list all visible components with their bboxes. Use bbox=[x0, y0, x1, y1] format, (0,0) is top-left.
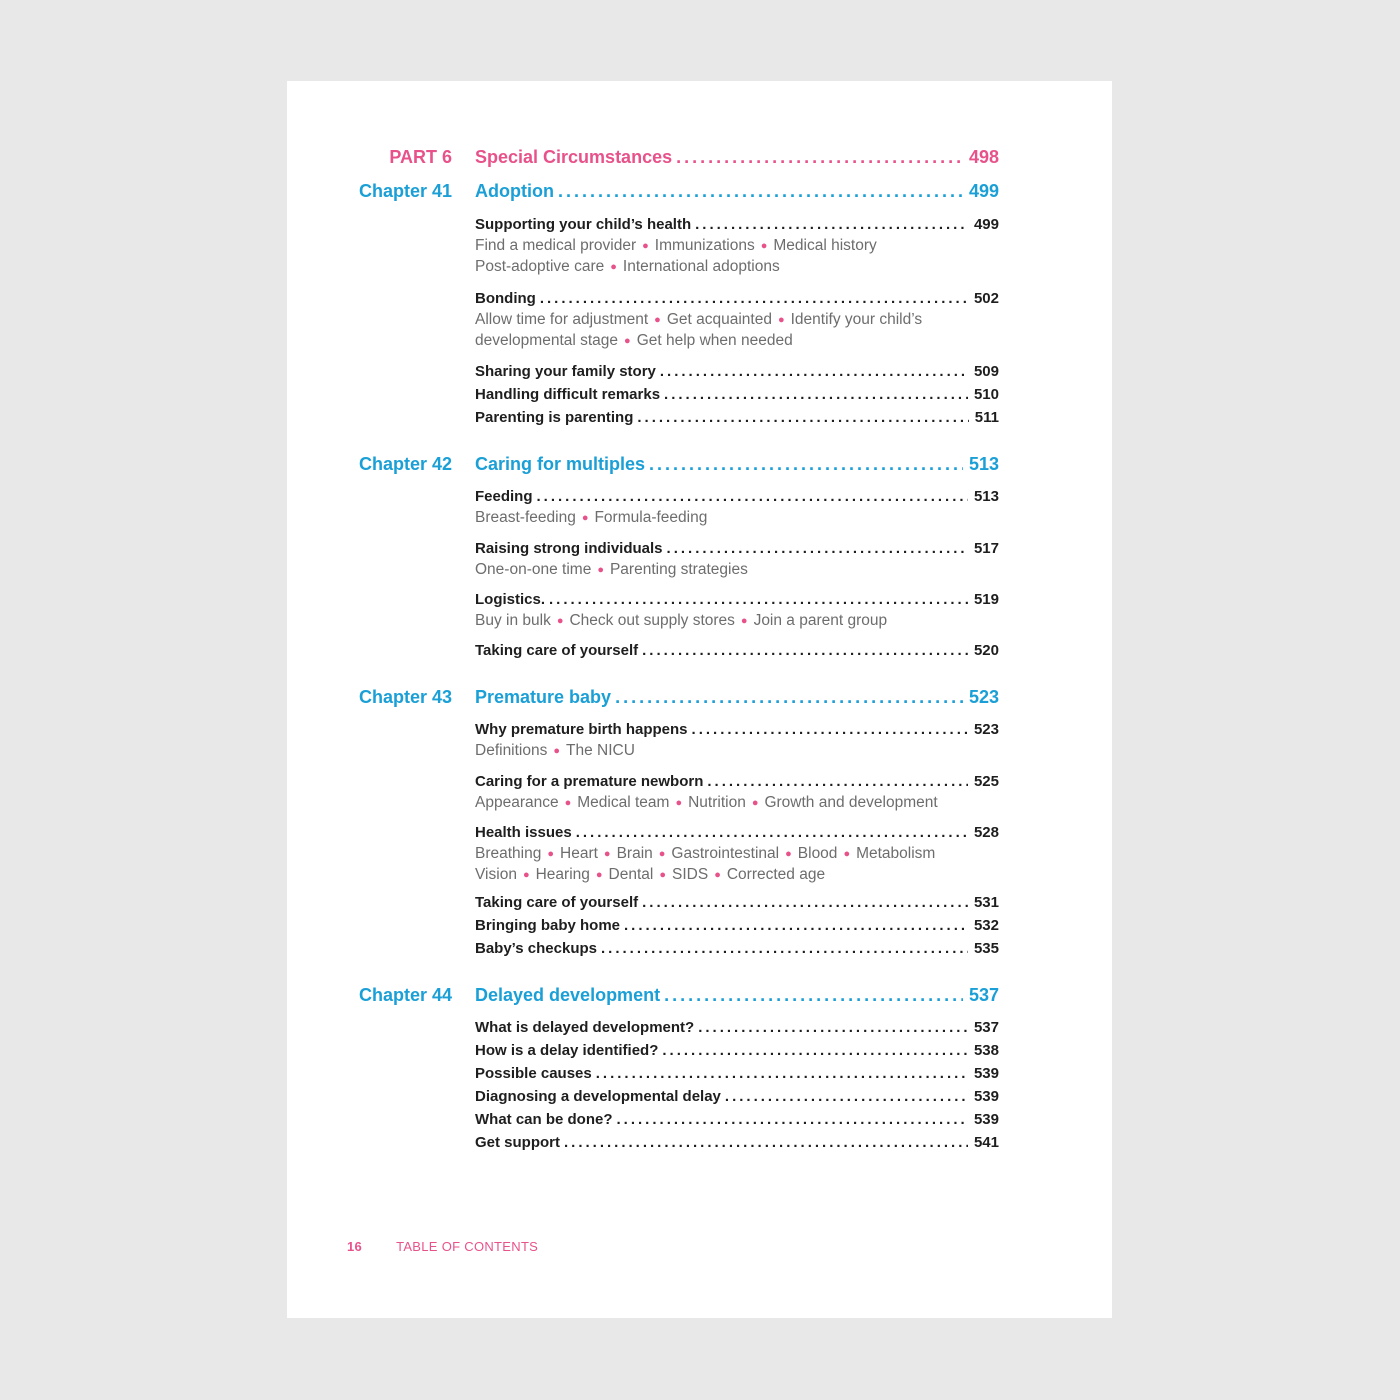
dot-leader bbox=[596, 1065, 968, 1083]
section-entry-leader bbox=[475, 642, 999, 660]
topic-item: Appearance bbox=[475, 794, 559, 811]
dot-leader bbox=[624, 917, 968, 935]
entry-title: Why premature birth happens bbox=[475, 721, 688, 738]
chapter-label: Chapter 42 bbox=[358, 454, 452, 474]
topic-item: Join a parent group bbox=[753, 612, 888, 629]
page-ref: 499 bbox=[973, 216, 999, 233]
topics-line bbox=[475, 257, 1015, 278]
section-entry-leader bbox=[475, 488, 999, 506]
section-entry-leader bbox=[475, 386, 999, 404]
section-topics bbox=[475, 508, 1015, 529]
bullet-separator-icon: ● bbox=[597, 564, 604, 576]
bullet-separator-icon: ● bbox=[751, 797, 759, 809]
chapter-heading-leader bbox=[475, 985, 999, 1005]
topics-line bbox=[475, 865, 1015, 886]
bullet-separator-icon: ● bbox=[581, 512, 589, 524]
topic-item: Metabolism bbox=[856, 845, 936, 862]
topic-item: Check out supply stores bbox=[569, 612, 735, 629]
topics-line bbox=[475, 310, 1015, 331]
topic-item: Definitions bbox=[475, 742, 548, 759]
bullet-separator-icon: ● bbox=[547, 848, 555, 860]
dot-leader bbox=[695, 216, 968, 234]
section-entry-leader bbox=[475, 216, 999, 234]
topic-item: Formula-feeding bbox=[594, 509, 708, 526]
section-entry-leader bbox=[475, 940, 999, 958]
topics-line bbox=[475, 793, 1015, 814]
chapter-label: Chapter 41 bbox=[358, 181, 452, 201]
dot-leader bbox=[642, 642, 968, 660]
topic-item: Find a medical provider bbox=[475, 237, 637, 254]
entry-title: Supporting your child’s health bbox=[475, 216, 692, 233]
section-entry-leader bbox=[475, 1088, 999, 1106]
topic-item: Hearing bbox=[535, 866, 590, 883]
page-ref: 539 bbox=[973, 1065, 999, 1082]
chapter-label: Chapter 44 bbox=[358, 985, 452, 1005]
topics-line bbox=[475, 508, 1015, 529]
page-ref: 541 bbox=[973, 1134, 999, 1151]
page-ref: 531 bbox=[973, 894, 999, 911]
page-ref: 532 bbox=[973, 917, 999, 934]
page-ref: 513 bbox=[968, 454, 999, 474]
section-entry-leader bbox=[475, 1134, 999, 1152]
bullet-separator-icon: ● bbox=[714, 869, 721, 881]
bullet-separator-icon: ● bbox=[556, 615, 564, 627]
bullet-separator-icon: ● bbox=[553, 745, 561, 757]
topic-item: Brain bbox=[616, 845, 653, 862]
dot-leader bbox=[617, 1111, 968, 1129]
topic-item: Medical team bbox=[577, 794, 670, 811]
page-ref: 528 bbox=[973, 824, 999, 841]
section-entry-leader bbox=[475, 591, 999, 609]
bullet-separator-icon: ● bbox=[522, 869, 530, 881]
bullet-separator-icon: ● bbox=[843, 848, 851, 860]
entry-title: Parenting is parenting bbox=[475, 409, 634, 426]
entry-title: What can be done? bbox=[475, 1111, 613, 1128]
entry-title: Logistics. bbox=[475, 591, 546, 608]
page-ref: 510 bbox=[973, 386, 999, 403]
dot-leader bbox=[601, 940, 968, 958]
topics-line bbox=[475, 611, 1015, 632]
bullet-separator-icon: ● bbox=[564, 797, 572, 809]
chapter-heading-leader bbox=[475, 181, 999, 201]
bullet-separator-icon: ● bbox=[624, 335, 631, 347]
section-topics bbox=[475, 793, 1015, 814]
page-ref: 539 bbox=[973, 1111, 999, 1128]
page-ref: 498 bbox=[968, 147, 999, 167]
section-entry-leader bbox=[475, 540, 999, 558]
dot-leader bbox=[698, 1019, 968, 1037]
topic-item: Breast-feeding bbox=[475, 509, 576, 526]
page-footer bbox=[347, 1239, 538, 1254]
entry-title: What is delayed development? bbox=[475, 1019, 695, 1036]
entry-title: Feeding bbox=[475, 488, 533, 505]
section-topics bbox=[475, 844, 1015, 886]
entry-title: Delayed development bbox=[475, 985, 661, 1005]
section-entry-leader bbox=[475, 917, 999, 935]
section-entry-leader bbox=[475, 1019, 999, 1037]
dot-leader bbox=[642, 894, 968, 912]
page-ref: 513 bbox=[973, 488, 999, 505]
dot-leader bbox=[637, 409, 968, 427]
bullet-separator-icon: ● bbox=[603, 848, 611, 860]
page-ref: 523 bbox=[973, 721, 999, 738]
section-topics bbox=[475, 236, 1015, 278]
dot-leader bbox=[664, 386, 968, 404]
dot-leader bbox=[707, 773, 968, 791]
bullet-separator-icon: ● bbox=[654, 314, 661, 326]
topics-line bbox=[475, 236, 1015, 257]
entry-title: Sharing your family story bbox=[475, 363, 656, 380]
dot-leader bbox=[662, 1042, 968, 1060]
topic-item: Breathing bbox=[475, 845, 542, 862]
dot-leader bbox=[692, 721, 968, 739]
topic-item: Get help when needed bbox=[636, 332, 793, 349]
topic-item: Parenting strategies bbox=[609, 561, 748, 578]
page-ref: 509 bbox=[973, 363, 999, 380]
dot-leader bbox=[667, 540, 968, 558]
entry-title: Special Circumstances bbox=[475, 147, 673, 167]
topics-line bbox=[475, 741, 1015, 762]
bullet-separator-icon: ● bbox=[777, 314, 785, 326]
page-ref: 537 bbox=[968, 985, 999, 1005]
page-ref: 519 bbox=[973, 591, 999, 608]
section-topics bbox=[475, 611, 1015, 632]
bullet-separator-icon: ● bbox=[675, 797, 683, 809]
entry-title: Bringing baby home bbox=[475, 917, 621, 934]
entry-title: Taking care of yourself bbox=[475, 894, 639, 911]
entry-title: Raising strong individuals bbox=[475, 540, 663, 557]
book-page bbox=[287, 81, 1112, 1318]
topic-item: Nutrition bbox=[688, 794, 746, 811]
section-entry-leader bbox=[475, 773, 999, 791]
part-label: PART 6 bbox=[389, 147, 452, 167]
topic-item: Buy in bulk bbox=[475, 612, 551, 629]
dot-leader bbox=[660, 363, 968, 381]
page-ref: 538 bbox=[973, 1042, 999, 1059]
bullet-separator-icon: ● bbox=[659, 869, 666, 881]
section-entry-leader bbox=[475, 1065, 999, 1083]
bullet-separator-icon: ● bbox=[760, 240, 768, 252]
topic-item: Heart bbox=[560, 845, 598, 862]
topic-item: developmental stage bbox=[475, 332, 619, 349]
page-ref: 517 bbox=[973, 540, 999, 557]
section-entry-leader bbox=[475, 824, 999, 842]
dot-leader bbox=[664, 985, 963, 1005]
chapter-label: Chapter 43 bbox=[358, 687, 452, 707]
page-number: 16 bbox=[347, 1239, 363, 1254]
bullet-separator-icon: ● bbox=[740, 615, 748, 627]
dot-leader bbox=[540, 290, 968, 308]
bullet-separator-icon: ● bbox=[595, 869, 603, 881]
part-heading-leader bbox=[475, 147, 999, 167]
entry-title: Premature baby bbox=[475, 687, 612, 707]
page-ref: 525 bbox=[973, 773, 999, 790]
section-entry-leader bbox=[475, 721, 999, 739]
entry-title: Baby’s checkups bbox=[475, 940, 597, 957]
page-ref: 535 bbox=[973, 940, 999, 957]
section-entry-leader bbox=[475, 1042, 999, 1060]
page-ref: 523 bbox=[968, 687, 999, 707]
bullet-separator-icon: ● bbox=[610, 261, 617, 273]
section-entry-leader bbox=[475, 894, 999, 912]
entry-title: Possible causes bbox=[475, 1065, 592, 1082]
topic-item: One-on-one time bbox=[475, 561, 592, 578]
page-ref: 499 bbox=[968, 181, 999, 201]
section-entry-leader bbox=[475, 290, 999, 308]
dot-leader bbox=[549, 591, 968, 609]
page-ref: 520 bbox=[973, 642, 999, 659]
topics-line bbox=[475, 560, 1015, 581]
entry-title: Handling difficult remarks bbox=[475, 386, 661, 403]
entry-title: How is a delay identified? bbox=[475, 1042, 659, 1059]
topic-item: Dental bbox=[608, 866, 654, 883]
section-entry-leader bbox=[475, 363, 999, 381]
dot-leader bbox=[564, 1134, 968, 1152]
chapter-heading-leader bbox=[475, 687, 999, 707]
topic-item: Vision bbox=[475, 866, 517, 883]
topic-item: Medical history bbox=[773, 237, 877, 254]
entry-title: Caring for a premature newborn bbox=[475, 773, 704, 790]
topic-item: Get acquainted bbox=[666, 311, 772, 328]
bullet-separator-icon: ● bbox=[658, 848, 666, 860]
dot-leader bbox=[725, 1088, 968, 1106]
dot-leader bbox=[676, 147, 963, 167]
section-topics bbox=[475, 741, 1015, 762]
section-topics bbox=[475, 560, 1015, 581]
topic-item: Growth and development bbox=[764, 794, 938, 811]
dot-leader bbox=[576, 824, 968, 842]
running-footer-label: TABLE OF CONTENTS bbox=[396, 1239, 539, 1254]
entry-title: Bonding bbox=[475, 290, 536, 307]
topic-item: Immunizations bbox=[654, 237, 755, 254]
entry-title: Taking care of yourself bbox=[475, 642, 639, 659]
entry-title: Health issues bbox=[475, 824, 572, 841]
page-ref: 537 bbox=[973, 1019, 999, 1036]
dot-leader bbox=[649, 454, 963, 474]
dot-leader bbox=[558, 181, 963, 201]
topic-item: The NICU bbox=[566, 742, 635, 759]
entry-title: Adoption bbox=[475, 181, 554, 201]
topics-line bbox=[475, 844, 1015, 865]
topics-line bbox=[475, 331, 1015, 352]
page-ref: 511 bbox=[974, 409, 999, 426]
section-topics bbox=[475, 310, 1015, 352]
bullet-separator-icon: ● bbox=[642, 240, 649, 252]
bullet-separator-icon: ● bbox=[785, 848, 792, 860]
topic-item: Gastrointestinal bbox=[671, 845, 780, 862]
page-ref: 502 bbox=[973, 290, 999, 307]
topic-item: International adoptions bbox=[622, 258, 780, 275]
entry-title: Caring for multiples bbox=[475, 454, 646, 474]
topic-item: SIDS bbox=[672, 866, 709, 883]
topic-item: Identify your child’s bbox=[790, 311, 923, 328]
chapter-heading-leader bbox=[475, 454, 999, 474]
dot-leader bbox=[537, 488, 968, 506]
topic-item: Post-adoptive care bbox=[475, 258, 605, 275]
section-entry-leader bbox=[475, 1111, 999, 1129]
entry-title: Get support bbox=[475, 1134, 560, 1151]
topic-item: Allow time for adjustment bbox=[475, 311, 649, 328]
topic-item: Corrected age bbox=[726, 866, 826, 883]
page-ref: 539 bbox=[973, 1088, 999, 1105]
section-entry-leader bbox=[475, 409, 999, 427]
entry-title: Diagnosing a developmental delay bbox=[475, 1088, 721, 1105]
topic-item: Blood bbox=[797, 845, 838, 862]
dot-leader bbox=[615, 687, 963, 707]
